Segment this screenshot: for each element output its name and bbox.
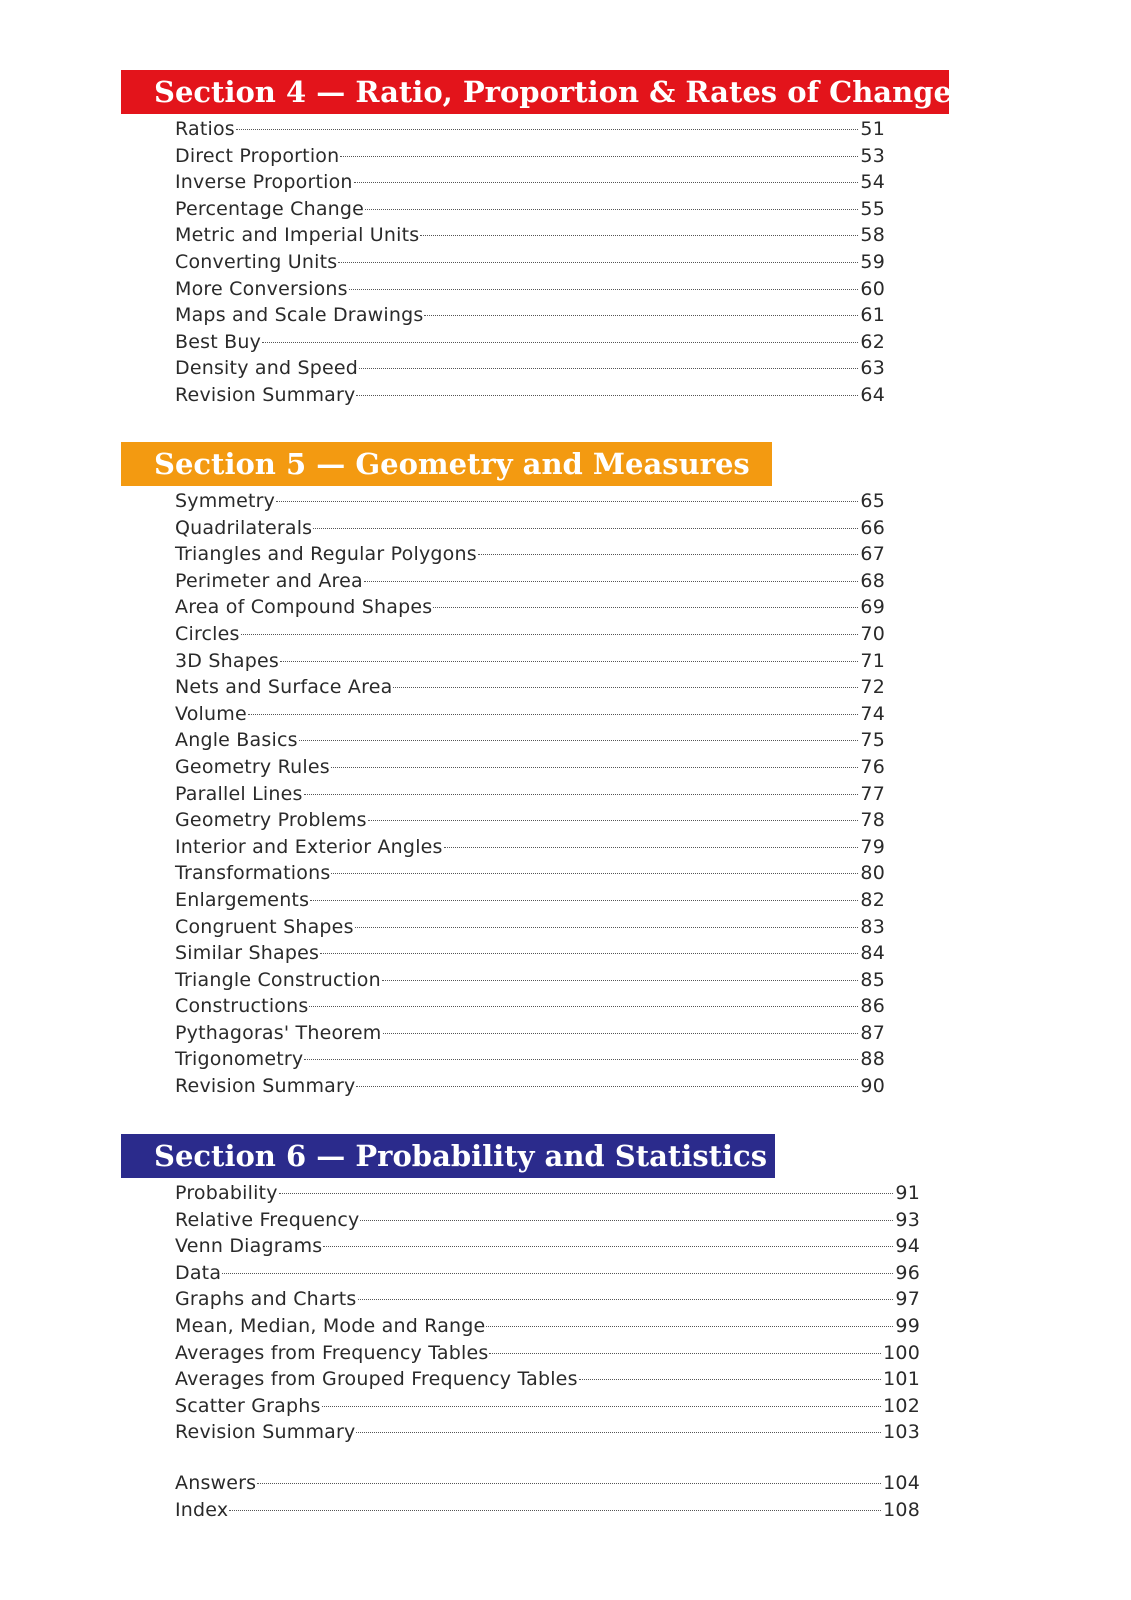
toc-entry-title: Ratios bbox=[175, 118, 235, 140]
toc-entry-title: Mean, Median, Mode and Range bbox=[175, 1314, 486, 1337]
dot-leader bbox=[579, 1379, 881, 1380]
toc-entry[interactable] bbox=[175, 1180, 920, 1207]
toc-entry-title: Geometry Problems bbox=[175, 809, 367, 832]
dot-leader bbox=[356, 1432, 881, 1433]
toc-entry-title: Constructions bbox=[175, 995, 309, 1018]
toc-entry[interactable] bbox=[175, 1470, 920, 1497]
section-6-header: Section 6 — Probability and Statistics bbox=[121, 1134, 775, 1178]
toc-entry[interactable] bbox=[175, 993, 885, 1020]
toc-entry-page-number: 69 bbox=[860, 596, 885, 619]
toc-entry-title: Answers bbox=[175, 1472, 257, 1494]
dot-leader bbox=[299, 740, 859, 741]
dot-leader bbox=[368, 820, 859, 821]
toc-entry-page-number: 102 bbox=[883, 1394, 920, 1417]
toc-entry-title: Relative Frequency bbox=[175, 1208, 360, 1231]
toc-entry-page-number: 88 bbox=[860, 1048, 885, 1071]
toc-entry[interactable] bbox=[175, 249, 885, 276]
toc-entry[interactable] bbox=[175, 488, 885, 515]
toc-entry[interactable] bbox=[175, 143, 885, 170]
toc-entry-page-number: 75 bbox=[860, 729, 885, 752]
toc-entry-title: Perimeter and Area bbox=[175, 569, 363, 592]
toc-entry-title: 3D Shapes bbox=[175, 649, 279, 672]
toc-entry-title: Similar Shapes bbox=[175, 942, 320, 965]
toc-entry-page-number: 87 bbox=[860, 1021, 885, 1044]
dot-leader bbox=[393, 687, 858, 688]
dot-leader bbox=[276, 501, 858, 502]
toc-entry[interactable] bbox=[175, 515, 885, 542]
dot-leader bbox=[349, 289, 859, 290]
toc-entry-page-number: 65 bbox=[860, 490, 885, 512]
dot-leader bbox=[248, 714, 859, 715]
toc-entry-page-number: 86 bbox=[860, 995, 885, 1018]
dot-leader bbox=[356, 395, 858, 396]
toc-entry[interactable] bbox=[175, 1393, 920, 1420]
toc-entry[interactable] bbox=[175, 541, 885, 568]
toc-entry[interactable] bbox=[175, 967, 885, 994]
dot-leader bbox=[433, 607, 858, 608]
toc-entry[interactable] bbox=[175, 834, 885, 861]
toc-entry[interactable] bbox=[175, 621, 885, 648]
dot-leader bbox=[322, 1406, 882, 1407]
toc-entry-title: Angle Basics bbox=[175, 729, 298, 752]
dot-leader bbox=[331, 767, 859, 768]
toc-entry[interactable] bbox=[175, 1497, 920, 1524]
toc-entry-page-number: 60 bbox=[860, 277, 885, 300]
toc-entry-title: Parallel Lines bbox=[175, 782, 303, 805]
toc-entry-title: Inverse Proportion bbox=[175, 171, 353, 194]
extras-list bbox=[175, 1470, 920, 1523]
dot-leader bbox=[478, 554, 859, 555]
toc-entry-page-number: 97 bbox=[895, 1288, 920, 1311]
toc-entry-page-number: 66 bbox=[860, 516, 885, 539]
toc-entry-page-number: 90 bbox=[860, 1075, 885, 1098]
dot-leader bbox=[313, 528, 858, 529]
toc-entry-page-number: 83 bbox=[860, 915, 885, 938]
toc-entry-page-number: 78 bbox=[860, 809, 885, 832]
toc-entry-title: Metric and Imperial Units bbox=[175, 224, 420, 247]
toc-entry[interactable] bbox=[175, 754, 885, 781]
dot-leader bbox=[364, 581, 859, 582]
toc-entry-title: Pythagoras' Theorem bbox=[175, 1021, 382, 1044]
toc-entry-page-number: 72 bbox=[860, 676, 885, 699]
toc-entry-title: Density and Speed bbox=[175, 357, 359, 380]
section-4-list bbox=[175, 116, 885, 409]
toc-entry-page-number: 68 bbox=[860, 569, 885, 592]
dot-leader bbox=[262, 342, 858, 343]
toc-entry[interactable] bbox=[175, 355, 885, 382]
dot-leader bbox=[331, 873, 858, 874]
toc-entry[interactable] bbox=[175, 302, 885, 329]
toc-entry[interactable] bbox=[175, 1073, 885, 1100]
toc-entry-page-number: 103 bbox=[883, 1421, 920, 1444]
toc-entry-page-number: 64 bbox=[860, 383, 885, 406]
dot-leader bbox=[383, 1033, 859, 1034]
dot-leader bbox=[309, 1006, 858, 1007]
toc-entry-page-number: 79 bbox=[860, 835, 885, 858]
toc-entry[interactable] bbox=[175, 807, 885, 834]
toc-entry-title: Maps and Scale Drawings bbox=[175, 304, 424, 327]
toc-entry-page-number: 84 bbox=[860, 942, 885, 965]
toc-entry-page-number: 77 bbox=[860, 782, 885, 805]
toc-entry-page-number: 108 bbox=[883, 1498, 920, 1521]
section-5-list bbox=[175, 488, 885, 1100]
toc-entry-title: Direct Proportion bbox=[175, 144, 340, 167]
dot-leader bbox=[310, 900, 858, 901]
toc-entry-page-number: 76 bbox=[860, 755, 885, 778]
toc-entry[interactable] bbox=[175, 1260, 920, 1287]
toc-entry-page-number: 58 bbox=[860, 224, 885, 247]
toc-entry[interactable] bbox=[175, 887, 885, 914]
toc-entry-title: Percentage Change bbox=[175, 197, 365, 220]
dot-leader bbox=[257, 1483, 881, 1484]
toc-entry[interactable] bbox=[175, 648, 885, 675]
dot-leader bbox=[444, 847, 859, 848]
toc-entry-page-number: 71 bbox=[860, 649, 885, 672]
toc-entry[interactable] bbox=[175, 1366, 920, 1393]
toc-entry-page-number: 74 bbox=[860, 702, 885, 725]
toc-entry-title: Interior and Exterior Angles bbox=[175, 835, 443, 858]
dot-leader bbox=[320, 953, 858, 954]
toc-entry-title: Trigonometry bbox=[175, 1048, 304, 1071]
dot-leader bbox=[358, 1299, 894, 1300]
toc-entry-page-number: 80 bbox=[860, 862, 885, 885]
toc-entry-title: Symmetry bbox=[175, 490, 276, 512]
dot-leader bbox=[241, 634, 859, 635]
toc-entry[interactable] bbox=[175, 169, 885, 196]
toc-entry[interactable] bbox=[175, 1340, 920, 1367]
toc-entry-title: Geometry Rules bbox=[175, 755, 330, 778]
dot-leader bbox=[222, 1273, 893, 1274]
toc-entry[interactable] bbox=[175, 1233, 920, 1260]
toc-entry-page-number: 53 bbox=[860, 144, 885, 167]
toc-entry[interactable] bbox=[175, 940, 885, 967]
toc-entry-title: Nets and Surface Area bbox=[175, 676, 393, 699]
toc-entry-page-number: 62 bbox=[860, 330, 885, 353]
toc-entry-title: Quadrilaterals bbox=[175, 516, 313, 539]
toc-entry[interactable] bbox=[175, 674, 885, 701]
dot-leader bbox=[304, 1059, 858, 1060]
dot-leader bbox=[420, 235, 858, 236]
toc-entry-title: Transformations bbox=[175, 862, 331, 885]
toc-entry-page-number: 100 bbox=[883, 1341, 920, 1364]
toc-entry-title: Index bbox=[175, 1498, 229, 1521]
toc-entry-page-number: 59 bbox=[860, 250, 885, 273]
dot-leader bbox=[359, 368, 858, 369]
toc-entry-title: Revision Summary bbox=[175, 1421, 356, 1444]
toc-entry[interactable] bbox=[175, 329, 885, 356]
dot-leader bbox=[424, 315, 858, 316]
dot-leader bbox=[355, 927, 859, 928]
toc-entry-title: Triangle Construction bbox=[175, 968, 381, 991]
dot-leader bbox=[489, 1353, 881, 1354]
toc-entry[interactable] bbox=[175, 1046, 885, 1073]
toc-entry-title: Revision Summary bbox=[175, 383, 356, 406]
toc-entry[interactable] bbox=[175, 382, 885, 409]
toc-entry-page-number: 67 bbox=[860, 543, 885, 566]
toc-entry[interactable] bbox=[175, 727, 885, 754]
dot-leader bbox=[356, 1086, 858, 1087]
toc-entry-title: Best Buy bbox=[175, 330, 262, 353]
dot-leader bbox=[486, 1326, 893, 1327]
toc-entry[interactable] bbox=[175, 1207, 920, 1234]
dot-leader bbox=[236, 129, 859, 130]
toc-entry[interactable] bbox=[175, 1286, 920, 1313]
toc-entry[interactable] bbox=[175, 594, 885, 621]
toc-entry-title: Triangles and Regular Polygons bbox=[175, 543, 477, 566]
toc-entry[interactable] bbox=[175, 276, 885, 303]
dot-leader bbox=[229, 1510, 881, 1511]
toc-entry[interactable] bbox=[175, 1313, 920, 1340]
section-5-header: Section 5 — Geometry and Measures bbox=[121, 442, 772, 486]
toc-entry-title: Converting Units bbox=[175, 250, 338, 273]
toc-entry-page-number: 104 bbox=[883, 1472, 920, 1494]
toc-entry-page-number: 101 bbox=[883, 1368, 920, 1391]
toc-entry[interactable] bbox=[175, 116, 885, 143]
toc-entry-page-number: 54 bbox=[860, 171, 885, 194]
toc-entry-page-number: 96 bbox=[895, 1261, 920, 1284]
toc-entry[interactable] bbox=[175, 196, 885, 223]
toc-entry-title: Data bbox=[175, 1261, 222, 1284]
toc-entry[interactable] bbox=[175, 860, 885, 887]
section-6-list bbox=[175, 1180, 920, 1446]
toc-entry-page-number: 63 bbox=[860, 357, 885, 380]
toc-entry-page-number: 91 bbox=[895, 1182, 920, 1204]
toc-entry-title: Volume bbox=[175, 702, 247, 725]
dot-leader bbox=[354, 182, 859, 183]
toc-entry[interactable] bbox=[175, 781, 885, 808]
toc-entry-page-number: 99 bbox=[895, 1314, 920, 1337]
toc-entry[interactable] bbox=[175, 1419, 920, 1446]
dot-leader bbox=[340, 156, 858, 157]
dot-leader bbox=[365, 209, 858, 210]
toc-entry-title: Scatter Graphs bbox=[175, 1394, 321, 1417]
toc-entry-title: Venn Diagrams bbox=[175, 1235, 323, 1258]
toc-entry-title: More Conversions bbox=[175, 277, 348, 300]
toc-entry-page-number: 51 bbox=[860, 118, 885, 140]
section-4-header: Section 4 — Ratio, Proportion & Rates of Change bbox=[121, 70, 949, 114]
toc-entry-title: Congruent Shapes bbox=[175, 915, 354, 938]
toc-entry-title: Area of Compound Shapes bbox=[175, 596, 433, 619]
toc-entry[interactable] bbox=[175, 701, 885, 728]
toc-entry-title: Enlargements bbox=[175, 888, 310, 911]
toc-entry-page-number: 61 bbox=[860, 304, 885, 327]
toc-entry[interactable] bbox=[175, 914, 885, 941]
dot-leader bbox=[279, 1193, 894, 1194]
dot-leader bbox=[338, 262, 858, 263]
dot-leader bbox=[304, 794, 859, 795]
toc-entry-title: Averages from Frequency Tables bbox=[175, 1341, 489, 1364]
toc-entry-page-number: 94 bbox=[895, 1235, 920, 1258]
toc-entry-page-number: 70 bbox=[860, 622, 885, 645]
toc-entry-page-number: 85 bbox=[860, 968, 885, 991]
dot-leader bbox=[323, 1246, 893, 1247]
toc-entry-page-number: 55 bbox=[860, 197, 885, 220]
toc-entry-title: Circles bbox=[175, 622, 240, 645]
toc-entry[interactable] bbox=[175, 1020, 885, 1047]
toc-entry-title: Revision Summary bbox=[175, 1075, 356, 1098]
toc-entry-title: Averages from Grouped Frequency Tables bbox=[175, 1368, 578, 1391]
dot-leader bbox=[280, 661, 858, 662]
dot-leader bbox=[360, 1220, 893, 1221]
toc-entry[interactable] bbox=[175, 222, 885, 249]
toc-entry[interactable] bbox=[175, 568, 885, 595]
toc-entry-title: Graphs and Charts bbox=[175, 1288, 357, 1311]
toc-entry-page-number: 82 bbox=[860, 888, 885, 911]
dot-leader bbox=[382, 980, 859, 981]
toc-entry-title: Probability bbox=[175, 1182, 278, 1204]
toc-entry-page-number: 93 bbox=[895, 1208, 920, 1231]
